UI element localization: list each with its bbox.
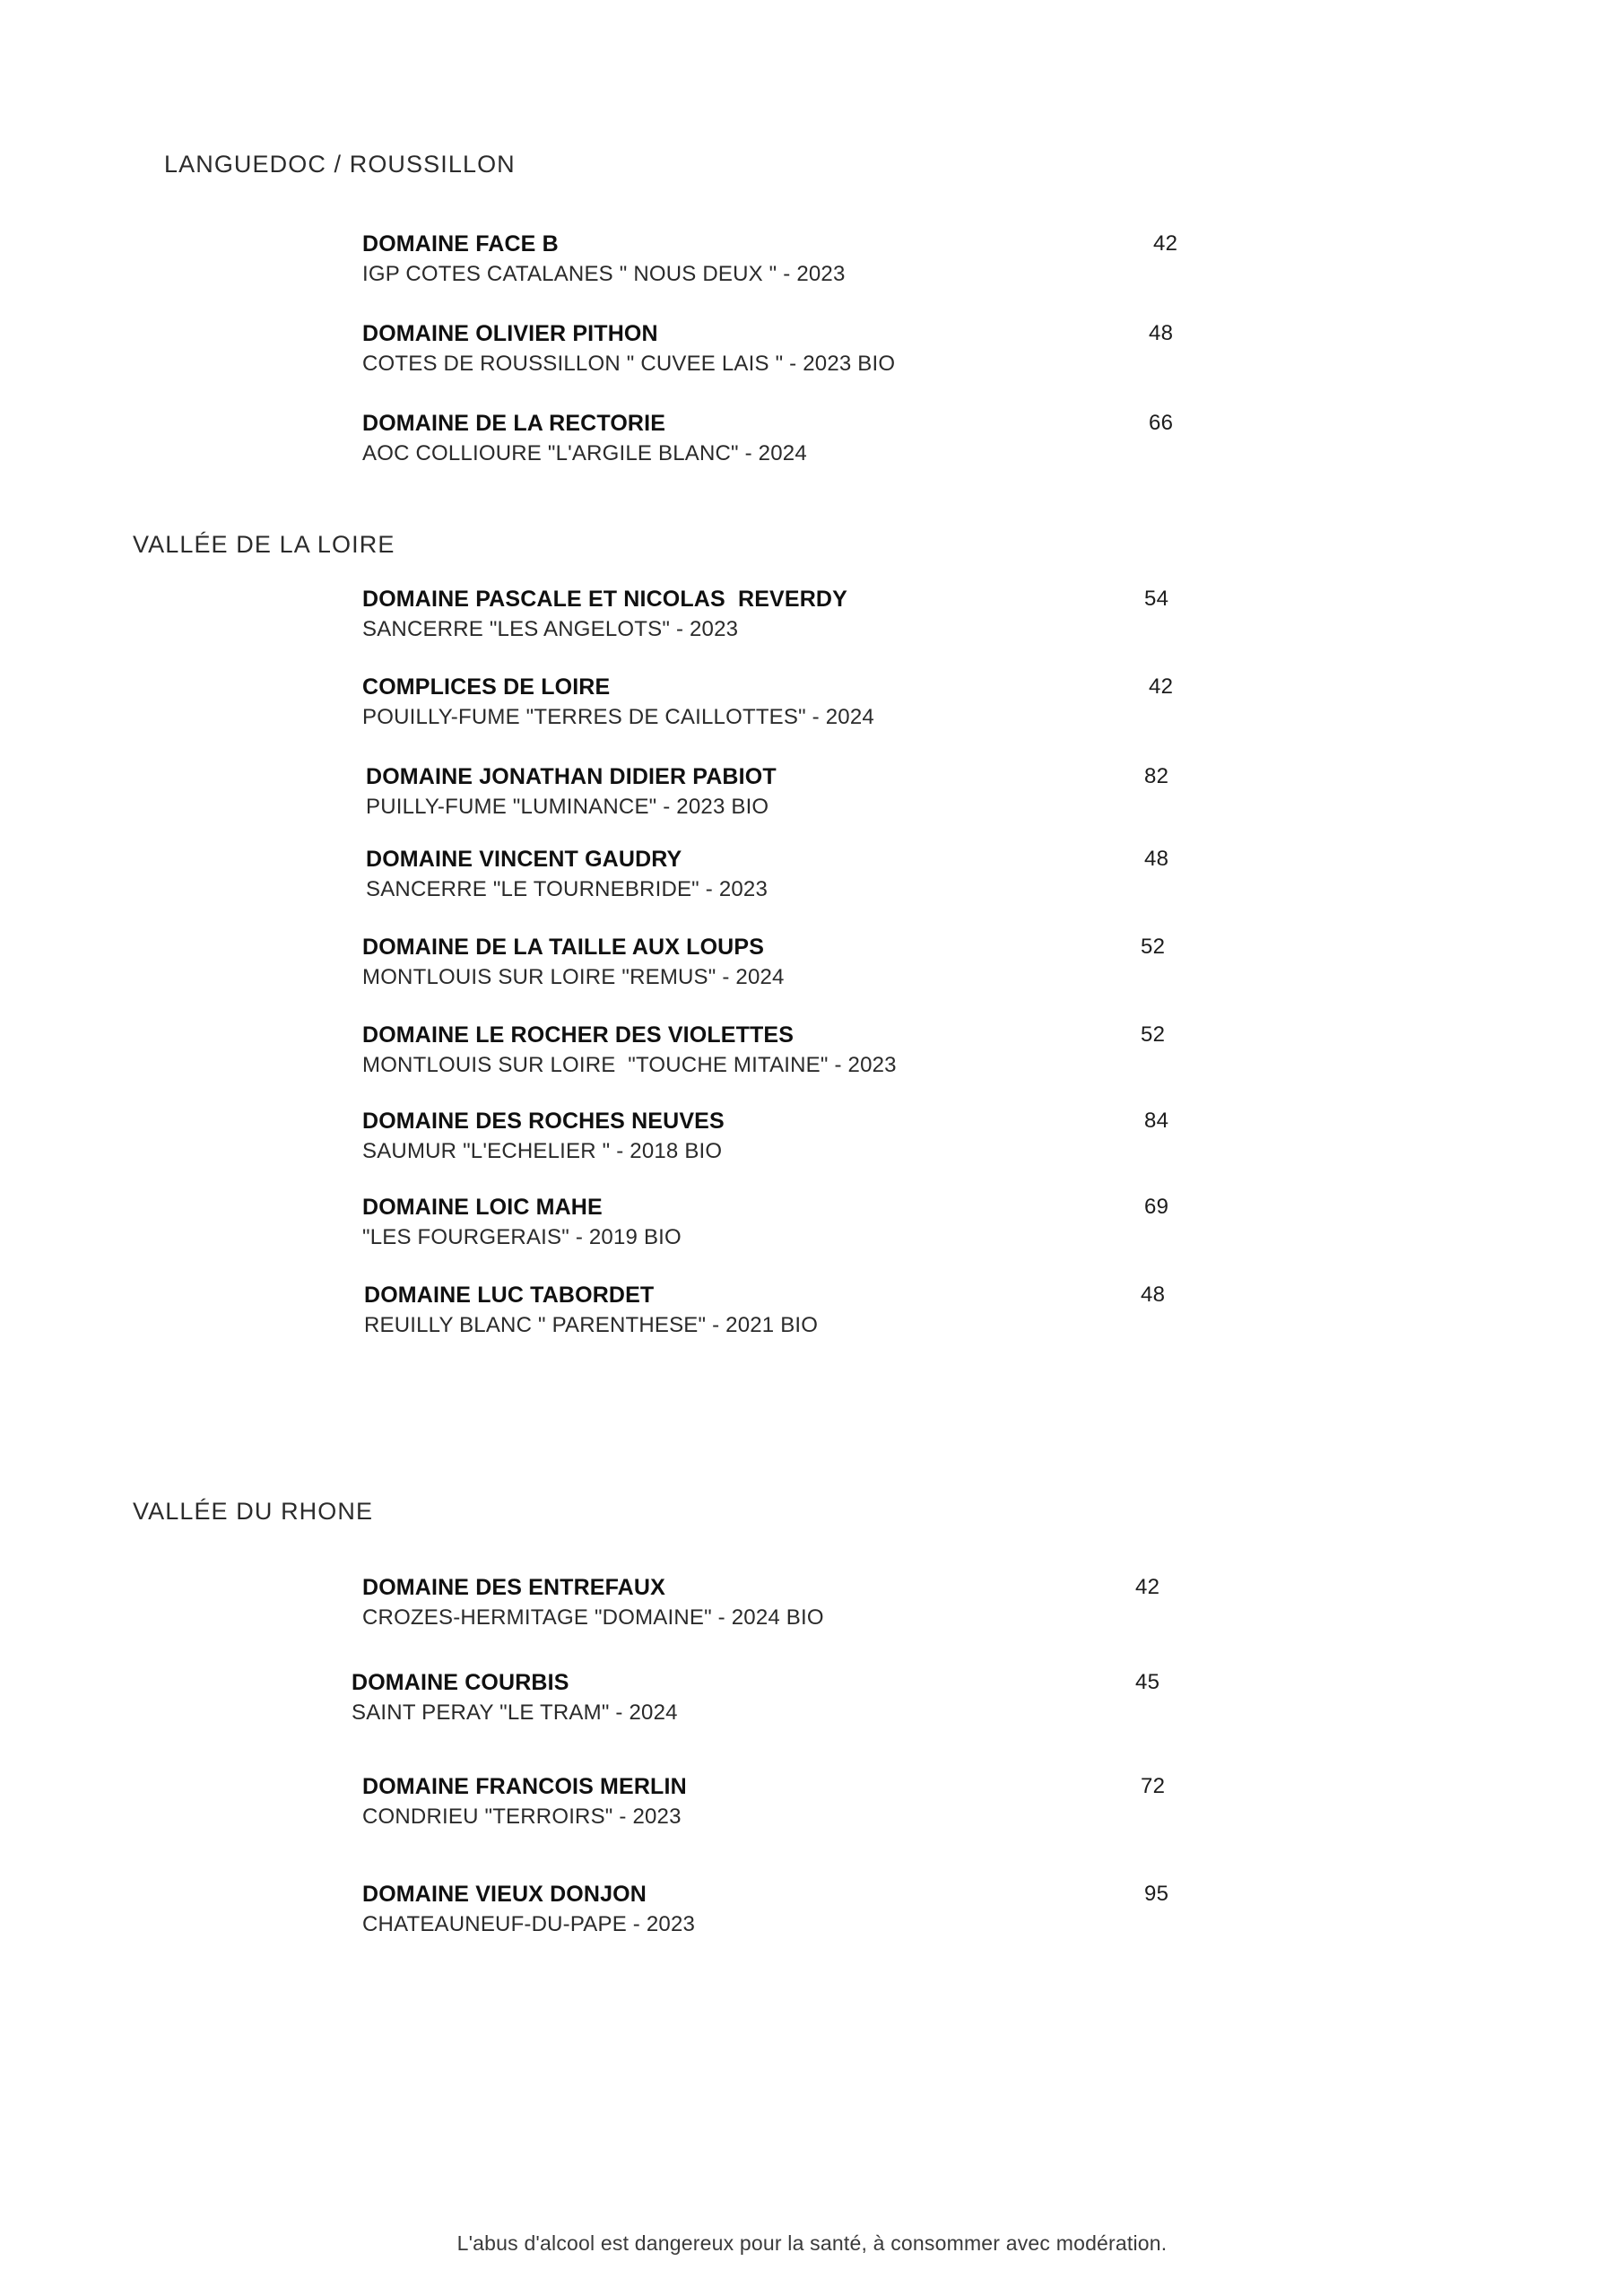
wine-name: DOMAINE VIEUX DONJON bbox=[362, 1882, 647, 1907]
wine-entry bbox=[364, 1281, 1624, 1339]
wine-entry bbox=[362, 1193, 1624, 1251]
wine-price: 69 bbox=[1144, 1195, 1169, 1219]
wine-price: 84 bbox=[1144, 1109, 1169, 1133]
wine-appellation: CHATEAUNEUF-DU-PAPE - 2023 bbox=[362, 1911, 696, 1936]
wine-price: 42 bbox=[1135, 1575, 1160, 1599]
section-title-vallee-du-rhone: VALLÉE DU RHONE bbox=[133, 1498, 374, 1525]
wine-entry bbox=[362, 1021, 1624, 1079]
wine-name: DOMAINE DES ENTREFAUX bbox=[362, 1575, 665, 1600]
wine-appellation: AOC COLLIOURE "L'ARGILE BLANC" - 2024 bbox=[362, 440, 807, 465]
wine-appellation: MONTLOUIS SUR LOIRE "TOUCHE MITAINE" - 2023 bbox=[362, 1052, 897, 1077]
wine-appellation: "LES FOURGERAIS" - 2019 BIO bbox=[362, 1224, 682, 1249]
wine-entry bbox=[362, 1880, 1624, 1938]
wine-entry-text bbox=[366, 845, 1624, 903]
wine-name: DOMAINE DE LA RECTORIE bbox=[362, 411, 666, 436]
wine-entry-text bbox=[366, 762, 1624, 821]
wine-price: 54 bbox=[1144, 587, 1169, 611]
wine-entry bbox=[362, 1573, 1624, 1631]
wine-appellation: MONTLOUIS SUR LOIRE "REMUS" - 2024 bbox=[362, 964, 785, 989]
wine-entry-text bbox=[362, 409, 1624, 467]
wine-entry bbox=[362, 933, 1624, 991]
wine-appellation: SAUMUR "L'ECHELIER " - 2018 BIO bbox=[362, 1138, 723, 1163]
wine-appellation: SANCERRE "LES ANGELOTS" - 2023 bbox=[362, 616, 739, 641]
wine-entry bbox=[362, 673, 1624, 731]
section-title-vallee-de-la-loire: VALLÉE DE LA LOIRE bbox=[133, 531, 395, 558]
wine-entry bbox=[362, 409, 1624, 467]
wine-price: 52 bbox=[1141, 1022, 1166, 1047]
wine-name: DOMAINE FACE B bbox=[362, 231, 559, 257]
wine-name: DOMAINE VINCENT GAUDRY bbox=[366, 847, 682, 872]
wine-name: DOMAINE PASCALE ET NICOLAS REVERDY bbox=[362, 587, 847, 612]
wine-name: DOMAINE FRANCOIS MERLIN bbox=[362, 1774, 687, 1799]
wine-entry-text bbox=[364, 1281, 1624, 1339]
wine-entry-text bbox=[362, 933, 1624, 991]
wine-entry-text bbox=[362, 230, 1624, 288]
wine-name: DOMAINE LE ROCHER DES VIOLETTES bbox=[362, 1022, 795, 1048]
wine-entry bbox=[362, 1772, 1624, 1831]
wine-entry-text bbox=[352, 1668, 1624, 1726]
wine-price: 42 bbox=[1149, 674, 1174, 699]
wine-entry bbox=[362, 585, 1624, 643]
wine-entry bbox=[362, 230, 1624, 288]
wine-name: DOMAINE OLIVIER PITHON bbox=[362, 321, 658, 346]
wine-entry-text bbox=[362, 319, 1624, 378]
wine-appellation: POUILLY-FUME "TERRES DE CAILLOTTES" - 2024 bbox=[362, 704, 874, 729]
wine-appellation: IGP COTES CATALANES " NOUS DEUX " - 2023 bbox=[362, 261, 846, 286]
wine-price: 45 bbox=[1135, 1670, 1160, 1694]
wine-name: DOMAINE DE LA TAILLE AUX LOUPS bbox=[362, 935, 765, 960]
legal-disclaimer: L'abus d'alcool est dangereux pour la santé, à consommer avec modération. bbox=[456, 2231, 1168, 2255]
wine-price: 72 bbox=[1141, 1774, 1166, 1798]
wine-appellation: CONDRIEU "TERROIRS" - 2023 bbox=[362, 1804, 682, 1829]
wine-price: 48 bbox=[1149, 321, 1174, 345]
wine-entry-text bbox=[362, 585, 1624, 643]
wine-price: 82 bbox=[1144, 764, 1169, 788]
wine-entry-text bbox=[362, 1107, 1624, 1165]
wine-entry-text bbox=[362, 1021, 1624, 1079]
wine-appellation: SAINT PERAY "LE TRAM" - 2024 bbox=[352, 1700, 678, 1725]
wine-name: DOMAINE COURBIS bbox=[352, 1670, 569, 1695]
wine-entry-text bbox=[362, 1573, 1624, 1631]
wine-appellation: PUILLY-FUME "LUMINANCE" - 2023 BIO bbox=[366, 794, 769, 819]
wine-name: DOMAINE DES ROCHES NEUVES bbox=[362, 1109, 725, 1134]
wine-name: COMPLICES DE LOIRE bbox=[362, 674, 611, 700]
wine-entry bbox=[362, 1107, 1624, 1165]
wine-appellation: REUILLY BLANC " PARENTHESE" - 2021 BIO bbox=[364, 1312, 819, 1337]
wine-entry bbox=[366, 762, 1624, 821]
wine-entry bbox=[362, 319, 1624, 378]
section-title-languedoc-roussillon: LANGUEDOC / ROUSSILLON bbox=[164, 151, 516, 178]
wine-entry-text bbox=[362, 1772, 1624, 1831]
wine-name: DOMAINE LUC TABORDET bbox=[364, 1283, 655, 1308]
wine-price: 95 bbox=[1144, 1882, 1169, 1906]
wine-appellation: SANCERRE "LE TOURNEBRIDE" - 2023 bbox=[366, 876, 769, 901]
wine-name: DOMAINE LOIC MAHE bbox=[362, 1195, 603, 1220]
wine-price: 48 bbox=[1141, 1283, 1166, 1307]
wine-price: 42 bbox=[1153, 231, 1178, 256]
wine-price: 48 bbox=[1144, 847, 1169, 871]
wine-entry-text bbox=[362, 673, 1624, 731]
wine-entry-text bbox=[362, 1880, 1624, 1938]
wine-entry bbox=[366, 845, 1624, 903]
wine-entry-text bbox=[362, 1193, 1624, 1251]
wine-name: DOMAINE JONATHAN DIDIER PABIOT bbox=[366, 764, 777, 789]
wine-entry bbox=[352, 1668, 1624, 1726]
wine-price: 52 bbox=[1141, 935, 1166, 959]
wine-price: 66 bbox=[1149, 411, 1174, 435]
wine-appellation: CROZES-HERMITAGE "DOMAINE" - 2024 BIO bbox=[362, 1605, 824, 1630]
wine-appellation: COTES DE ROUSSILLON " CUVEE LAIS " - 2023 BIO bbox=[362, 351, 896, 376]
